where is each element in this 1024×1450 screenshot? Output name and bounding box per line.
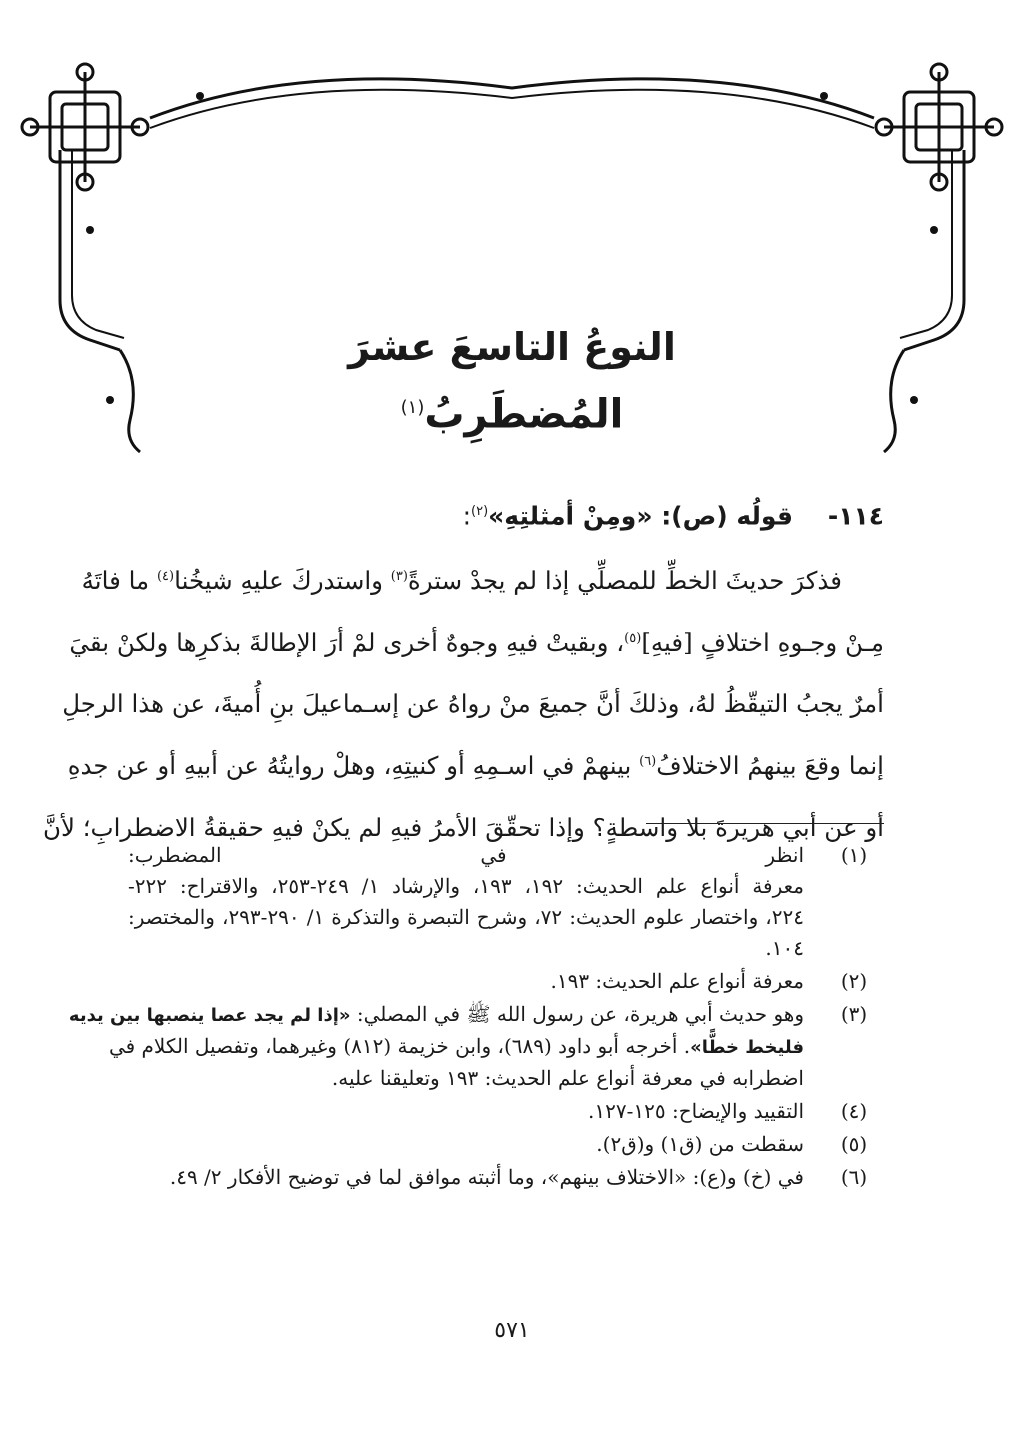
section-number: ١١٤- — [827, 501, 884, 531]
section-footnote-ref: (٢) — [471, 504, 489, 519]
footnote — [128, 1096, 884, 1127]
footnote-text: . أخرجه أبو داود (٦٨٩)، وابن خزيمة (٨١٢) وغيرهما، وتفصيل الكلام في — [108, 1034, 691, 1058]
footnote-text: سقطت من (ق١) و(ق٢). — [596, 1132, 804, 1156]
subtitle-footnote-ref: (١) — [400, 397, 425, 418]
footnote-text: معرفة أنواع علم الحديث: ١٩٢، ١٩٣، والإرشاد ١/ ٢٤٩-٢٥٣، والاقتراح: ٢٢٢- — [128, 874, 804, 898]
footnote-number: (٦) — [840, 1165, 868, 1189]
subtitle-text: المُضطَرِبُ — [424, 391, 624, 438]
knot-ornament-left-icon — [22, 64, 148, 190]
hadith-quote: «إذا لم يجد عصا ينصبها بين يديه — [68, 1005, 351, 1026]
body-text-run: ، وبقيتْ فيهِ وجوهٌ أخرى لمْ أرَ الإطالةَ بذكرِها ولكنْ بقيَ — [69, 627, 625, 657]
footnote-number: (٥) — [840, 1132, 868, 1156]
body-paragraph — [43, 548, 884, 856]
footnote-line — [128, 1162, 804, 1193]
chapter-subtitle — [0, 376, 1024, 446]
hadith-quote: فليخط خطًّا» — [690, 1037, 804, 1058]
footnote-line — [128, 871, 804, 902]
footnote-text: ١٠٤. — [765, 936, 804, 960]
page-number: ٥٧١ — [494, 1318, 530, 1343]
chapter-title-block — [0, 318, 1024, 446]
footnote-number: (٢) — [840, 969, 868, 993]
footnote-text: وهو حديث أبي هريرة، عن رسول الله ﷺ في المصلي: — [350, 1002, 804, 1026]
footnote-line — [128, 1129, 804, 1160]
footnote-ref: (٦) — [639, 753, 657, 769]
footnote-ref: (٣) — [390, 569, 408, 584]
body-line — [62, 671, 884, 733]
footnote-text: معرفة أنواع علم الحديث: ١٩٣. — [550, 969, 804, 993]
body-line — [81, 548, 884, 610]
footnote-line — [128, 902, 804, 933]
footnote-ref: (٤) — [156, 569, 175, 584]
footnote-text: التقييد والإيضاح: ١٢٥-١٢٧. — [588, 1099, 804, 1123]
footnote-separator — [646, 823, 884, 824]
footnote-line — [128, 966, 804, 997]
footnotes — [68, 840, 884, 1195]
body-text-run: أمرٌ يجبُ التيقّظُ لهُ، وذلكَ أنَّ جميعَ منْ رواهُ عن إسـماعيلَ بنِ أُميةَ، عن هذا الرجلِ — [62, 689, 884, 719]
section-heading-text: قولُه (ص): «ومِنْ أمثلتِهِ» — [488, 501, 793, 531]
body-text-run: ما فاتَهُ — [81, 566, 157, 596]
footnote-number: (٣) — [840, 1002, 868, 1026]
footnote — [68, 999, 884, 1094]
body-text-run: أو عن أبي هريرةَ بلا واسطةٍ؟ وإذا تحقّقَ الأمرُ فيهِ لم يكنْ فيهِ حقيقةُ الاضطرابِ؛ لأنَّ — [43, 812, 884, 842]
footnote-text: انظر في المضطرب: — [128, 843, 804, 867]
footnote — [128, 966, 884, 997]
footnote-ref: (٥) — [624, 630, 642, 646]
body-text-run: بينهمْ في اسـمِهِ أو كنيتِهِ، وهلْ روايتُهُ عن أبيهِ أو عن جدهِ — [67, 751, 640, 781]
body-text-run: إنما وقعَ بينهمُ الاختلافُ — [656, 751, 884, 781]
body-text-run: فذكرَ حديثَ الخطِّ للمصلِّي إذا لم يجدْ سترةً — [407, 566, 842, 596]
footnote — [128, 840, 884, 964]
footnote — [128, 1129, 884, 1160]
footnote-number: (٤) — [840, 1099, 868, 1123]
footnote-text: ٢٢٤، واختصار علوم الحديث: ٧٢، وشرح التبصرة والتذكرة ١/ ٢٩٠-٢٩٣، والمختصر: — [128, 905, 804, 929]
chapter-title: النوعُ التاسعَ عشرَ — [348, 325, 676, 369]
body-line — [69, 610, 884, 672]
section-heading: ١١٤- قولُه (ص): «ومِنْ أمثلتِهِ»$^{(٢)}$: — [462, 501, 884, 531]
footnote-line — [128, 1096, 804, 1127]
footnote-line — [128, 933, 804, 964]
footnote-line — [108, 1031, 804, 1063]
footnote-number: (١) — [840, 843, 868, 867]
body-text-run: مِـنْ وجـوهِ اختلافٍ [فيهِ] — [641, 627, 884, 657]
body-text-run: واستدركَ عليهِ شيخُنا — [174, 566, 391, 596]
footnote-line — [128, 840, 804, 871]
footnote — [128, 1162, 884, 1193]
knot-ornament-right-icon — [876, 64, 1002, 190]
body-line — [67, 733, 884, 795]
footnote-line — [68, 999, 804, 1031]
footnote-text: في (خ) و(ع): «الاختلاف بينهم»، وما أثبته موافق لما في توضيح الأفكار ٢/ ٤٩. — [169, 1165, 804, 1189]
footnote-text: اضطرابه في معرفة أنواع علم الحديث: ١٩٣ وتعليقنا عليه. — [331, 1066, 804, 1090]
footnote-line — [128, 1063, 804, 1094]
